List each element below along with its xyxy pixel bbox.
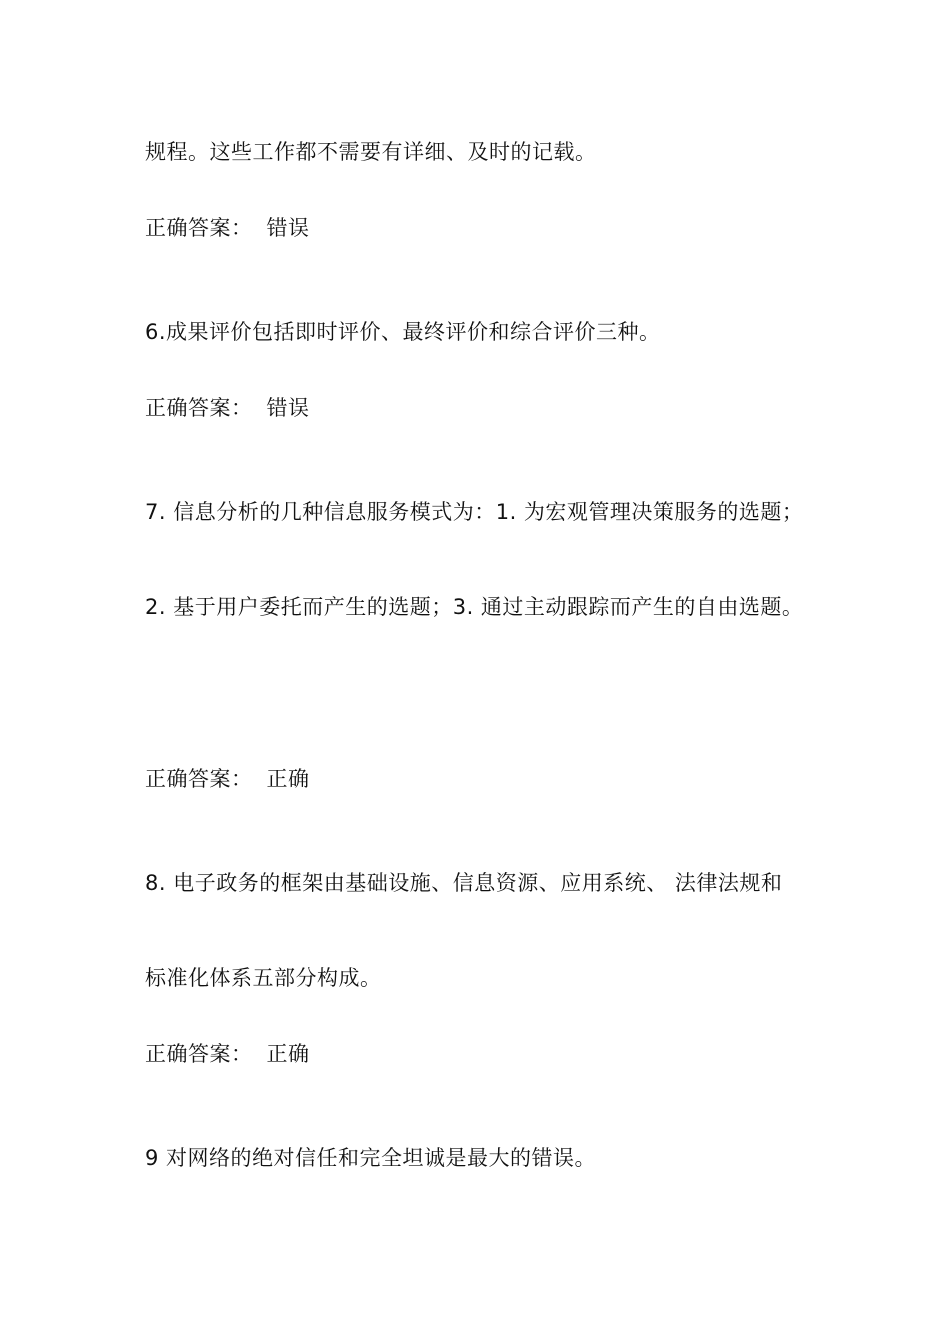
answer-6 xyxy=(145,394,310,422)
answer-label: 正确答案： xyxy=(145,216,253,240)
question-6: 6.成果评价包括即时评价、最终评价和综合评价三种。 xyxy=(145,320,661,344)
question-8-line-2: 标准化体系五部分构成。 xyxy=(145,966,382,990)
question-8-line-1: 8. 电子政务的框架由基础设施、信息资源、应用系统、 法律法规和 xyxy=(145,871,783,895)
question-5-continuation: 规程。这些工作都不需要有详细、及时的记载。 xyxy=(145,140,597,164)
answer-value: 错误 xyxy=(266,396,310,420)
answer-label: 正确答案： xyxy=(145,1042,253,1066)
question-7-line-2: 2. 基于用户委托而产生的选题；3. 通过主动跟踪而产生的自由选题。 xyxy=(145,595,804,619)
answer-7 xyxy=(145,765,310,793)
answer-label: 正确答案： xyxy=(145,767,253,791)
answer-label: 正确答案： xyxy=(145,396,253,420)
question-7-line-1: 7. 信息分析的几种信息服务模式为：1. 为宏观管理决策服务的选题； xyxy=(145,500,804,524)
question-9: 9 对网络的绝对信任和完全坦诚是最大的错误。 xyxy=(145,1146,597,1170)
answer-value: 正确 xyxy=(266,767,310,791)
answer-8 xyxy=(145,1040,310,1068)
answer-value: 错误 xyxy=(266,216,310,240)
answer-5 xyxy=(145,214,310,242)
answer-value: 正确 xyxy=(266,1042,310,1066)
